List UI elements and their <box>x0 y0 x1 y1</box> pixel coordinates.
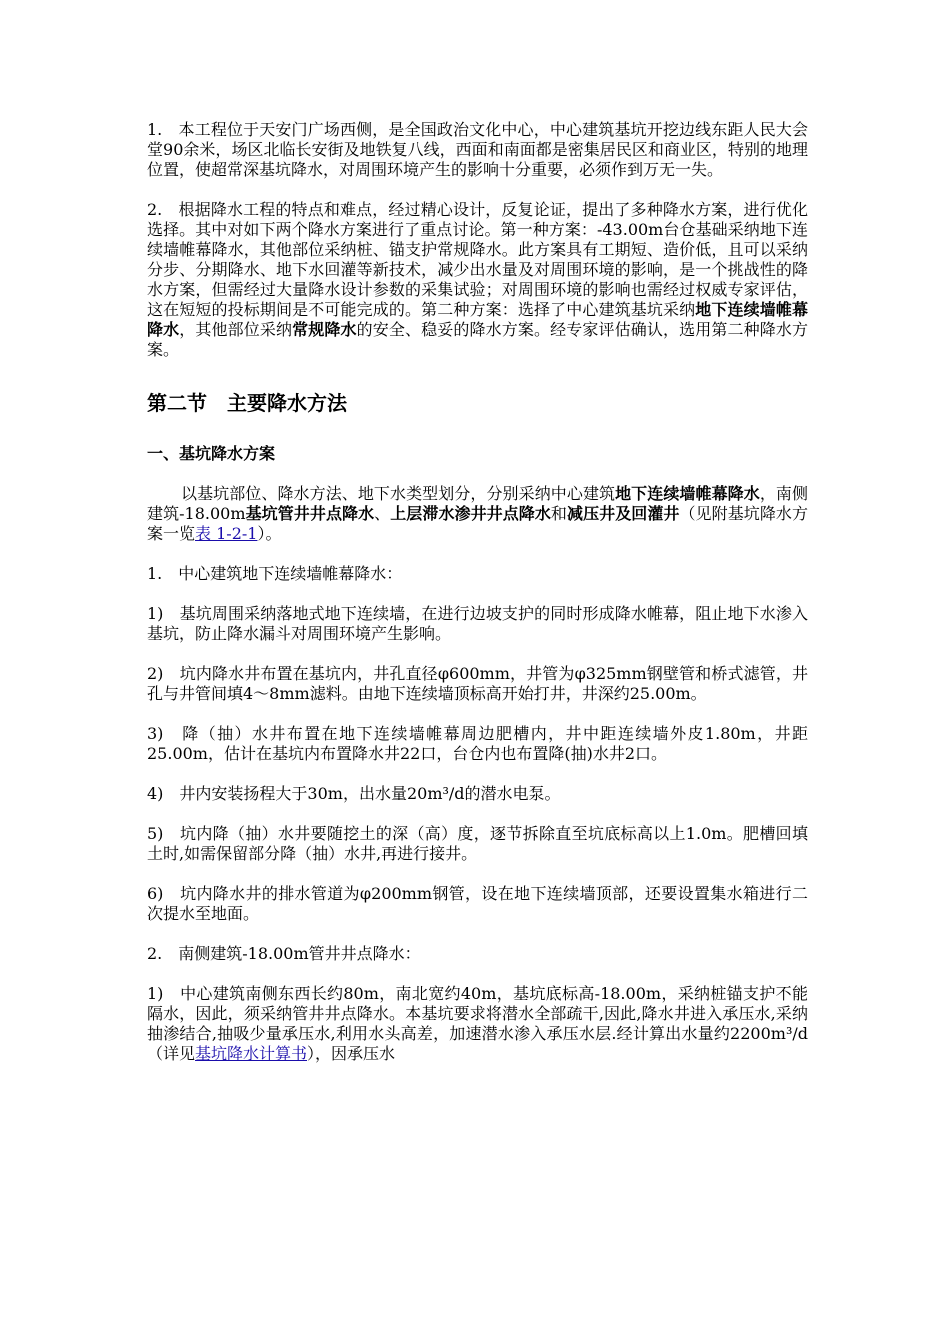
bold-term: 减压井及回灌井 <box>567 504 680 523</box>
paragraph-3-text: 、 <box>374 504 391 523</box>
subheading-1: 1. 中心建筑地下连续墙帷幕降水： <box>147 564 403 583</box>
paragraph-3-text: 以基坑部位、降水方法、地下水类型划分，分别采纳中心建筑 <box>181 484 616 503</box>
list-item-text: ），因承压水 <box>307 1044 396 1063</box>
paragraph-3-text: ，南侧建筑-18.00m <box>147 484 808 523</box>
subheading-2: 2. 南侧建筑-18.00m管井井点降水： <box>147 944 421 963</box>
paragraph-2-text: ，其他部位采纳 <box>179 320 293 339</box>
bold-term: 地下连续墙帷幕降水 <box>615 484 760 503</box>
paragraph-2 <box>147 200 808 360</box>
list-item: 5) 坑内降（抽）水井要随挖土的深（高）度，逐节拆除直至坑底标高以上1.0m。肥槽回填土时,如需保留部分降（抽）水井,再进行接井。 <box>147 824 808 863</box>
paragraph-3-text: （见附基坑降水方案一览 <box>147 504 808 543</box>
list-item: 3) 降（抽）水井布置在地下连续墙帷幕周边肥槽内，井中距连续墙外皮1.80m，井距25.00m，估计在基坑内布置降水井22口，台仓内也布置降(抽)水井2口。 <box>147 724 808 763</box>
list-item: 1) 基坑周围采纳落地式地下连续墙，在进行边坡支护的同时形成降水帷幕，阻止地下水渗入基坑，防止降水漏斗对周围环境产生影响。 <box>147 604 808 643</box>
paragraph-1: 1. 本工程位于天安门广场西侧，是全国政治文化中心，中心建筑基坑开挖边线东距人民大会堂90余米，场区北临长安街及地铁复八线，西面和南面都是密集居民区和商业区，特别的地理位置，使超常深基坑降水，对周围环境产生的影响十分重要，必须作到万无一失。 <box>147 120 808 179</box>
bold-term: 地下连续墙帷幕降水 <box>147 300 808 339</box>
paragraph-3-text: 和 <box>550 504 567 523</box>
calculation-link[interactable]: 基坑降水计算书 <box>195 1044 308 1063</box>
paragraph-3 <box>147 484 808 544</box>
document-page <box>147 120 808 1064</box>
list-item <box>147 984 808 1064</box>
table-link[interactable]: 表 1-2-1 <box>195 524 258 543</box>
bold-term: 上层滞水渗井井点降水 <box>390 504 551 523</box>
list-item-text: 1) 中心建筑南侧东西长约80m，南北宽约40m，基坑底标高-18.00m，采纳桩锚支护不能隔水，因此，须采纳管井井点降水。本基坑要求将潜水全部疏干,因此,降水井进入承压水,采纳抽渗结合,抽吸少量承压水,利用水头高差，加速潜水渗入承压水层.经计算出水量约2200m³/d（详见 <box>147 984 808 1063</box>
list-item: 6) 坑内降水井的排水管道为φ200mm钢管，设在地下连续墙顶部，还要设置集水箱进行二次提水至地面。 <box>147 884 808 923</box>
paragraph-2-text: 的安全、稳妥的降水方案。经专家评估确认，选用第二种降水方案。 <box>147 320 808 359</box>
subsection-heading: 一、基坑降水方案 <box>147 444 276 463</box>
paragraph-2-text: 2. 根据降水工程的特点和难点，经过精心设计，反复论证，提出了多种降水方案，进行优化选择。其中对如下两个降水方案进行了重点讨论。第一种方案：-43.00m台仓基础采纳地下连续墙帷幕降水，其他部位采纳桩、锚支护常规降水。此方案具有工期短、造价低，且可以采纳分步、分期降水、地下水回灌等新技术，减少出水量及对周围环境的影响，是一个挑战性的降水方案，但需经过大量降水设计参数的采集试验；对周围环境的影响也需经过权威专家评估，这在短短的投标期间是不可能完成的。第二种方案：选择了中心建筑基坑采纳 <box>147 200 808 319</box>
paragraph-3-text: ）。 <box>257 524 282 543</box>
bold-term: 常规降水 <box>292 320 357 339</box>
list-item: 4) 井内安装扬程大于30m，出水量20m³/d的潜水电泵。 <box>147 784 561 803</box>
list-item: 2) 坑内降水井布置在基坑内，井孔直径φ600mm，井管为φ325mm钢壁管和桥式滤管，井孔与井管间填4～8mm滤料。由地下连续墙顶标高开始打井，井深约25.00m。 <box>147 664 808 703</box>
bold-term: 基坑管井井点降水 <box>245 504 375 523</box>
section-heading: 第二节 主要降水方法 <box>147 391 347 415</box>
